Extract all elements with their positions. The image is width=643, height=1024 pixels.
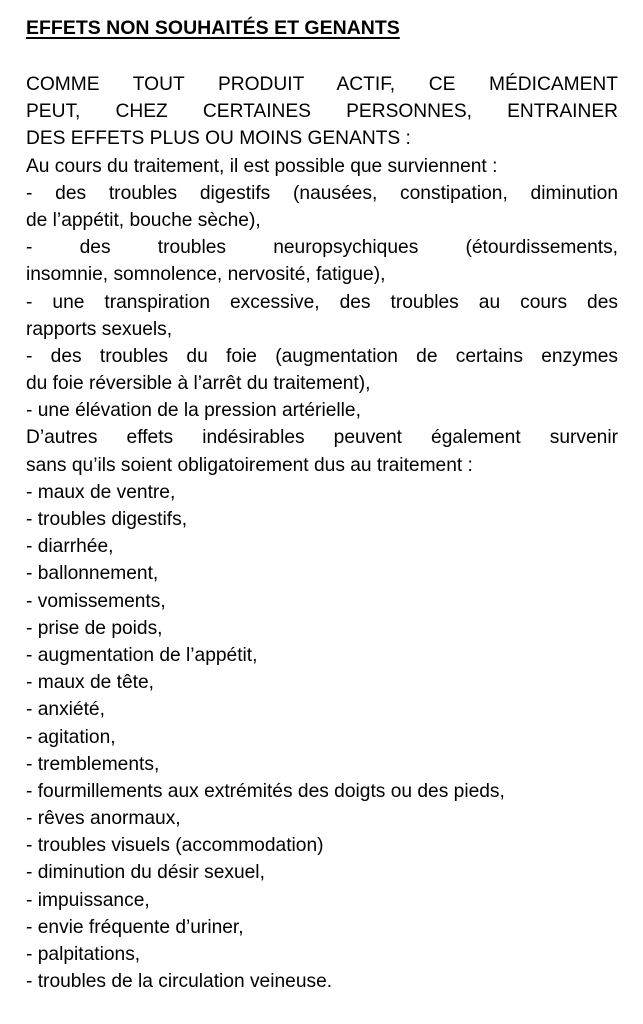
section-body bbox=[26, 71, 618, 995]
intro-line: PEUT, CHEZ CERTAINES PERSONNES, ENTRAINER bbox=[26, 101, 618, 123]
list-item: - envie fréquente d’uriner, bbox=[26, 916, 244, 938]
list-item: - rêves anormaux, bbox=[26, 808, 181, 830]
list-item: - troubles de la circulation veineuse. bbox=[26, 971, 333, 993]
intro-line: COMME TOUT PRODUIT ACTIF, CE MÉDICAMENT bbox=[26, 74, 618, 95]
other-effects-list bbox=[26, 479, 618, 996]
treatment-effect-line: - des troubles neuropsychiques (étourdissements, bbox=[26, 237, 618, 259]
treatment-effect-line: - une transpiration excessive, des troubles au cours des bbox=[26, 291, 618, 313]
treatment-effect-line: - une élévation de la pression artérielle, bbox=[26, 400, 361, 422]
list-item: - palpitations, bbox=[26, 944, 141, 965]
treatment-effect-line: du foie réversible à l’arrêt du traitement), bbox=[26, 373, 371, 395]
list-item: - troubles visuels (accommodation) bbox=[26, 835, 324, 857]
treatment-effect-line: - des troubles digestifs (nausées, constipation, diminution bbox=[26, 182, 618, 204]
list-item: - diarrhée, bbox=[26, 536, 114, 558]
list-item: - maux de tête, bbox=[26, 672, 154, 694]
other-effects-lead-line: D’autres effets indésirables peuvent également survenir bbox=[26, 427, 618, 449]
list-item: - vomissements, bbox=[26, 590, 166, 612]
intro-line: DES EFFETS PLUS OU MOINS GENANTS : bbox=[26, 128, 411, 150]
list-item: - fourmillements aux extrémités des doigts ou des pieds, bbox=[26, 780, 505, 802]
list-item: - prise de poids, bbox=[26, 617, 163, 639]
treatment-effect-line: rapports sexuels, bbox=[26, 318, 173, 340]
other-effects-lead-line: sans qu’ils soient obligatoirement dus au traitement : bbox=[26, 454, 473, 476]
treatment-effect-line: de l’appétit, bouche sèche), bbox=[26, 209, 261, 231]
treatment-lead: Au cours du traitement, il est possible que surviennent : bbox=[26, 155, 498, 177]
list-item: - augmentation de l’appétit, bbox=[26, 644, 258, 666]
list-item: - tremblements, bbox=[26, 753, 160, 775]
list-item: - ballonnement, bbox=[26, 563, 159, 585]
treatment-effect-line: - des troubles du foie (augmentation de certains enzymes bbox=[26, 345, 618, 367]
list-item: - impuissance, bbox=[26, 889, 150, 911]
list-item: - maux de ventre, bbox=[26, 481, 176, 503]
treatment-effect-line: insomnie, somnolence, nervosité, fatigue), bbox=[26, 264, 386, 286]
list-item: - diminution du désir sexuel, bbox=[26, 862, 265, 884]
list-item: - troubles digestifs, bbox=[26, 509, 188, 530]
list-item: - agitation, bbox=[26, 726, 116, 748]
list-item: - anxiété, bbox=[26, 699, 105, 721]
section-title: EFFETS NON SOUHAITÉS ET GENANTS bbox=[26, 17, 400, 39]
